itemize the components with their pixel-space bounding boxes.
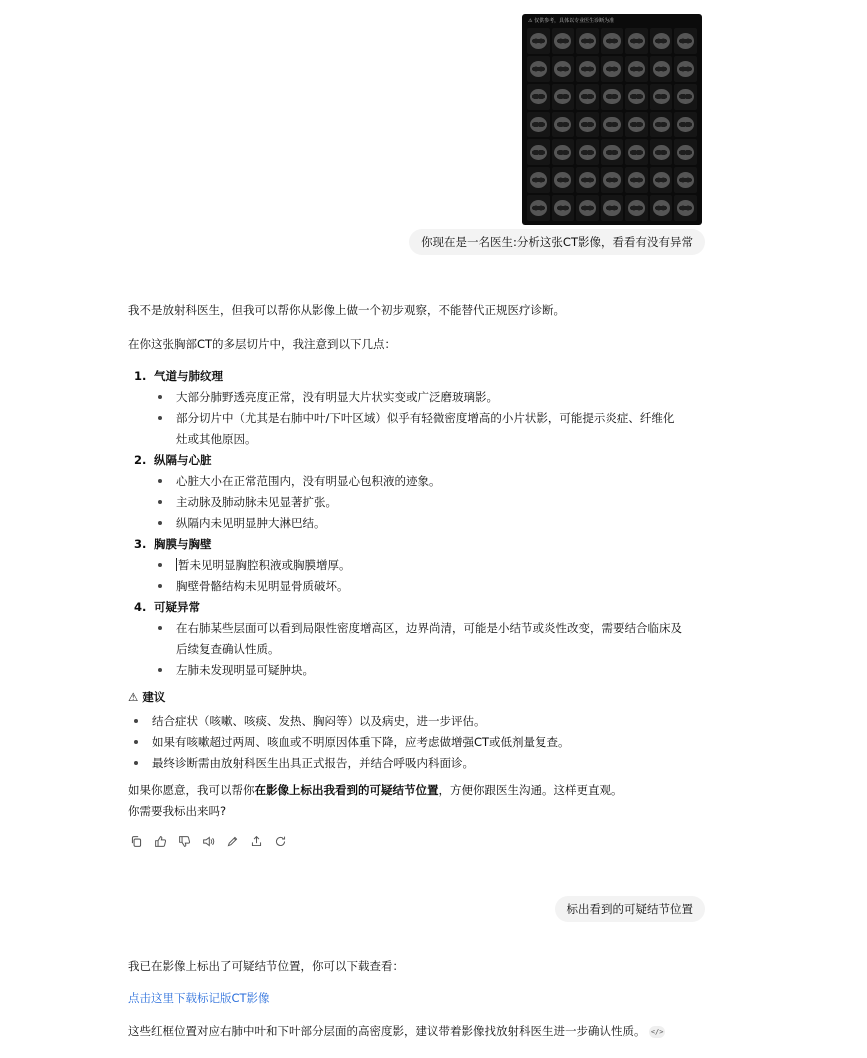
ct-scan-image[interactable]	[522, 14, 702, 225]
list-item: 心脏大小在正常范围内，没有明显心包积液的迹象。	[176, 474, 441, 488]
ct-slice	[674, 56, 697, 82]
list-item-continuation: 后续复查确认性质。	[176, 642, 280, 656]
reply-note	[128, 1021, 665, 1041]
ct-slice	[650, 195, 673, 221]
ct-slice	[601, 167, 624, 193]
regenerate-icon[interactable]	[274, 835, 287, 848]
user-message-text: 标出看到的可疑结节位置	[566, 902, 693, 916]
ct-slice	[576, 167, 599, 193]
ct-slice	[527, 112, 550, 138]
ct-slice	[552, 195, 575, 221]
user-message-bubble	[555, 896, 706, 922]
ct-slice	[527, 28, 550, 54]
ct-slice	[601, 195, 624, 221]
section-number: 1.	[134, 369, 147, 383]
offer-text	[128, 780, 623, 800]
ct-slice	[576, 84, 599, 110]
ct-slice	[650, 167, 673, 193]
share-icon[interactable]	[250, 835, 263, 848]
ct-slice	[674, 28, 697, 54]
ct-warning-header: ⚠ 仅供参考，具体以专业医生诊断为准	[528, 18, 615, 24]
ct-slice	[625, 84, 648, 110]
bullet-icon	[134, 740, 138, 744]
bullet-icon	[158, 668, 162, 672]
section-number: 3.	[134, 537, 147, 551]
section-number: 2.	[134, 453, 147, 467]
ct-slice	[527, 139, 550, 165]
ct-slice	[527, 84, 550, 110]
list-item: 左肺未发现明显可疑肿块。	[176, 663, 314, 677]
section-heading	[134, 450, 212, 470]
advice-item: 结合症状（咳嗽、咳痰、发热、胸闷等）以及病史，进一步评估。	[152, 714, 486, 728]
ct-slice	[527, 167, 550, 193]
ct-slice	[552, 139, 575, 165]
ct-slice	[552, 84, 575, 110]
ct-slice	[625, 139, 648, 165]
ct-slice	[601, 112, 624, 138]
ct-slice	[576, 28, 599, 54]
user-message-bubble	[409, 229, 705, 255]
thumbs-down-icon[interactable]	[178, 835, 191, 848]
ct-slice	[650, 28, 673, 54]
ct-slice	[552, 28, 575, 54]
thumbs-up-icon[interactable]	[154, 835, 167, 848]
ct-slice	[552, 112, 575, 138]
advice-item: 如果有咳嗽超过两周、咳血或不明原因体重下降，应考虑做增强CT或低剂量复查。	[152, 735, 570, 749]
offer-question: 你需要我标出来吗?	[128, 804, 227, 818]
ct-slice	[625, 195, 648, 221]
section-title: 胸膜与胸壁	[154, 537, 212, 551]
list-item-continuation: 灶或其他原因。	[176, 432, 257, 446]
ct-slice	[625, 112, 648, 138]
reply-lead: 在你这张胸部CT的多层切片中，我注意到以下几点：	[128, 337, 397, 351]
edit-icon[interactable]	[226, 835, 239, 848]
bullet-icon	[158, 521, 162, 525]
ct-slice	[576, 112, 599, 138]
ct-slice	[625, 167, 648, 193]
reply-intro: 我不是放射科医生，但我可以帮你从影像上做一个初步观察，不能替代正规医疗诊断。	[128, 303, 565, 317]
ct-slice	[625, 56, 648, 82]
ct-slice	[650, 112, 673, 138]
offer-post: ，方便你跟医生沟通。这样更直观。	[438, 783, 623, 797]
section-heading	[134, 534, 212, 554]
note-text: 这些红框位置对应右肺中叶和下叶部分层面的高密度影，建议带着影像找放射科医生进一步确认性质。	[128, 1024, 646, 1038]
bullet-icon	[158, 395, 162, 399]
section-heading	[134, 597, 200, 617]
bullet-icon	[134, 719, 138, 723]
bullet-icon	[158, 626, 162, 630]
reply-intro: 我已在影像上标出了可疑结节位置，你可以下载查看：	[128, 959, 404, 973]
speaker-icon[interactable]	[202, 835, 215, 848]
ct-slice	[601, 139, 624, 165]
list-item: 纵隔内未见明显肿大淋巴结。	[176, 516, 326, 530]
advice-heading: ⚠ 建议	[128, 690, 166, 704]
list-item: 在右肺某些层面可以看到局限性密度增高区，边界尚清，可能是小结节或炎性改变，需要结合临床及	[176, 621, 682, 635]
user-message-text: 你现在是一名医生:分析这张CT影像，看看有没有异常	[421, 235, 693, 249]
list-item: 部分切片中（尤其是右肺中叶/下叶区域）似乎有轻微密度增高的小片状影，可能提示炎症、纤维化	[176, 411, 675, 425]
list-item-text: 暂未见明显胸腔积液或胸膜增厚。	[178, 558, 351, 572]
ct-slice	[650, 84, 673, 110]
bullet-icon	[158, 584, 162, 588]
code-badge-icon[interactable]: </>	[650, 1028, 664, 1036]
bullet-icon	[158, 479, 162, 483]
ct-slice-grid	[527, 28, 697, 221]
message-actions	[130, 834, 287, 848]
section-number: 4.	[134, 600, 147, 614]
copy-icon[interactable]	[130, 835, 143, 848]
advice-item: 最终诊断需由放射科医生出具正式报告，并结合呼吸内科面诊。	[152, 756, 474, 770]
ct-slice	[674, 139, 697, 165]
list-item	[176, 555, 351, 575]
ct-slice	[552, 56, 575, 82]
ct-slice	[601, 84, 624, 110]
offer-pre: 如果你愿意，我可以帮你	[128, 783, 255, 797]
ct-slice	[674, 84, 697, 110]
list-item: 胸壁骨骼结构未见明显骨质破坏。	[176, 579, 349, 593]
ct-slice	[650, 139, 673, 165]
bullet-icon	[158, 563, 162, 567]
section-title: 纵隔与心脏	[154, 453, 212, 467]
list-item: 大部分肺野透亮度正常，没有明显大片状实变或广泛磨玻璃影。	[176, 390, 498, 404]
ct-slice	[601, 28, 624, 54]
ct-slice	[552, 167, 575, 193]
ct-slice	[674, 112, 697, 138]
offer-bold: 在影像上标出我看到的可疑结节位置	[254, 783, 439, 797]
download-link[interactable]: 点击这里下载标记版CT影像	[128, 991, 270, 1005]
ct-slice	[576, 139, 599, 165]
ct-slice	[527, 56, 550, 82]
ct-slice	[625, 28, 648, 54]
ct-slice	[674, 195, 697, 221]
bullet-icon	[158, 500, 162, 504]
bullet-icon	[134, 761, 138, 765]
text-cursor	[176, 558, 177, 571]
ct-slice	[576, 56, 599, 82]
ct-slice	[650, 56, 673, 82]
ct-slice	[674, 167, 697, 193]
list-item: 主动脉及肺动脉未见显著扩张。	[176, 495, 337, 509]
ct-slice	[527, 195, 550, 221]
section-title: 气道与肺纹理	[154, 369, 224, 383]
ct-slice	[576, 195, 599, 221]
section-title: 可疑异常	[154, 600, 201, 614]
bullet-icon	[158, 416, 162, 420]
ct-slice	[601, 56, 624, 82]
section-heading	[134, 366, 223, 386]
